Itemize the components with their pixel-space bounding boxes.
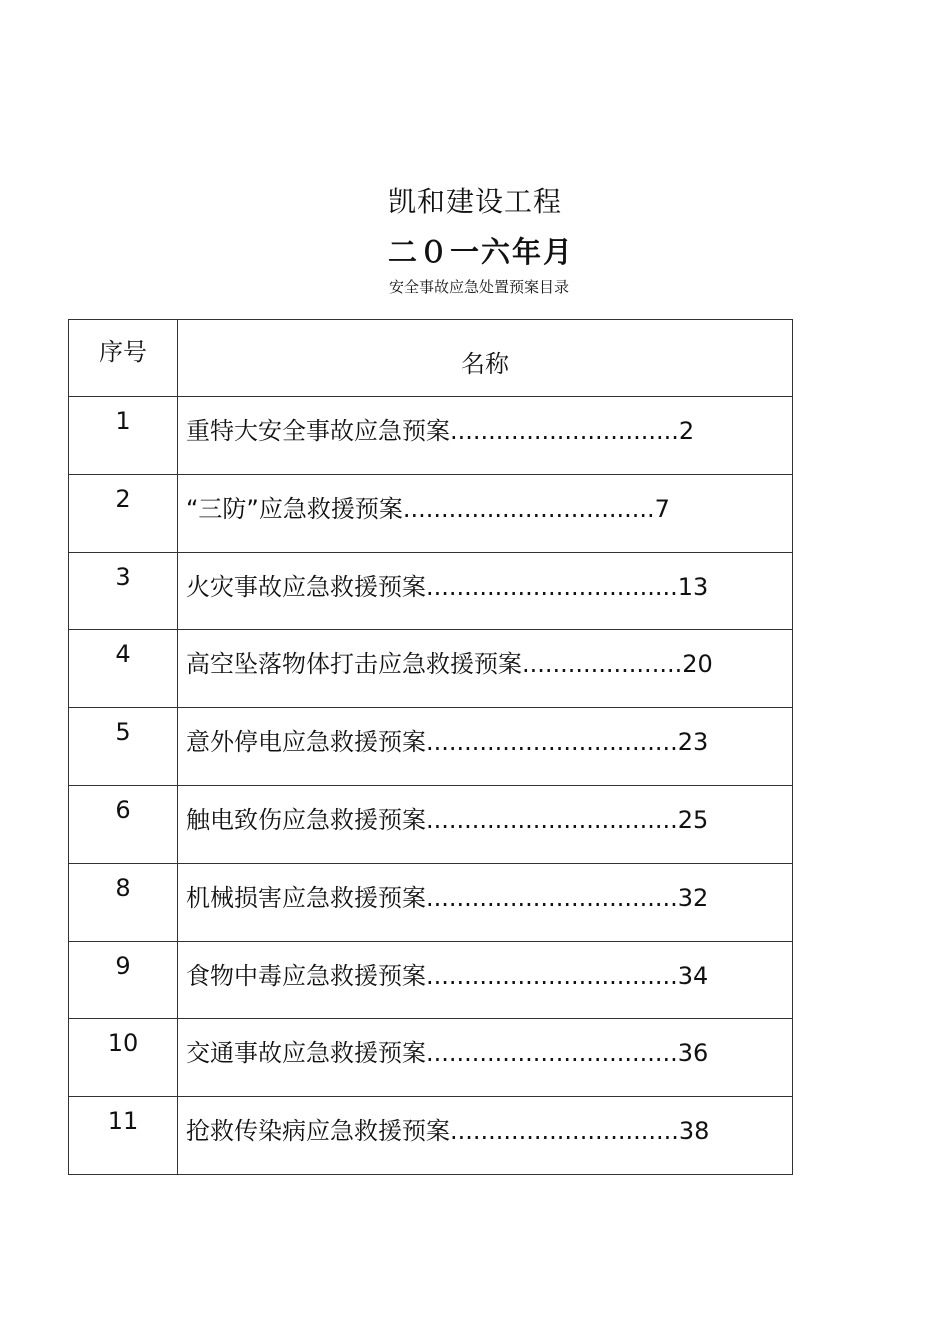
row-name-cell: 意外停电应急救援预案.................................23 bbox=[178, 708, 793, 786]
table-row bbox=[69, 785, 793, 863]
row-number-cell: 11 bbox=[69, 1097, 178, 1175]
table-row bbox=[69, 863, 793, 941]
row-number-cell: 6 bbox=[69, 785, 178, 863]
row-number-cell: 8 bbox=[69, 863, 178, 941]
row-name-cell: 食物中毒应急救援预案.................................34 bbox=[178, 941, 793, 1019]
row-name-cell: “三防”应急救援预案.................................7 bbox=[178, 474, 793, 552]
row-name-cell: 高空坠落物体打击应急救援预案.....................20 bbox=[178, 630, 793, 708]
row-number-cell: 3 bbox=[69, 552, 178, 630]
table-row bbox=[69, 474, 793, 552]
table-row bbox=[69, 941, 793, 1019]
toc-table bbox=[68, 319, 793, 1175]
row-number-cell: 5 bbox=[69, 708, 178, 786]
row-number-cell: 4 bbox=[69, 630, 178, 708]
row-name-cell: 交通事故应急救援预案.................................36 bbox=[178, 1019, 793, 1097]
table-row bbox=[69, 1097, 793, 1175]
row-number-cell: 1 bbox=[69, 397, 178, 475]
row-name-cell: 火灾事故应急救援预案.................................13 bbox=[178, 552, 793, 630]
table-row bbox=[69, 1019, 793, 1097]
toc-header-row bbox=[69, 320, 793, 397]
company-name: 凯和建设工程 bbox=[388, 185, 563, 218]
table-row bbox=[69, 630, 793, 708]
row-name-cell: 触电致伤应急救援预案.................................25 bbox=[178, 785, 793, 863]
column-header-number: 序号 bbox=[69, 320, 178, 397]
document-date: 二０一六年月 bbox=[388, 235, 575, 269]
table-row bbox=[69, 397, 793, 475]
table-row bbox=[69, 552, 793, 630]
row-name-cell: 抢救传染病应急救援预案..............................38 bbox=[178, 1097, 793, 1175]
row-name-cell: 机械损害应急救援预案.................................32 bbox=[178, 863, 793, 941]
row-number-cell: 9 bbox=[69, 941, 178, 1019]
row-number-cell: 2 bbox=[69, 474, 178, 552]
row-name-cell: 重特大安全事故应急预案..............................2 bbox=[178, 397, 793, 475]
column-header-name: 名称 bbox=[178, 320, 793, 397]
document-subtitle: 安全事故应急处置预案目录 bbox=[389, 278, 570, 296]
table-row bbox=[69, 708, 793, 786]
row-number-cell: 10 bbox=[69, 1019, 178, 1097]
